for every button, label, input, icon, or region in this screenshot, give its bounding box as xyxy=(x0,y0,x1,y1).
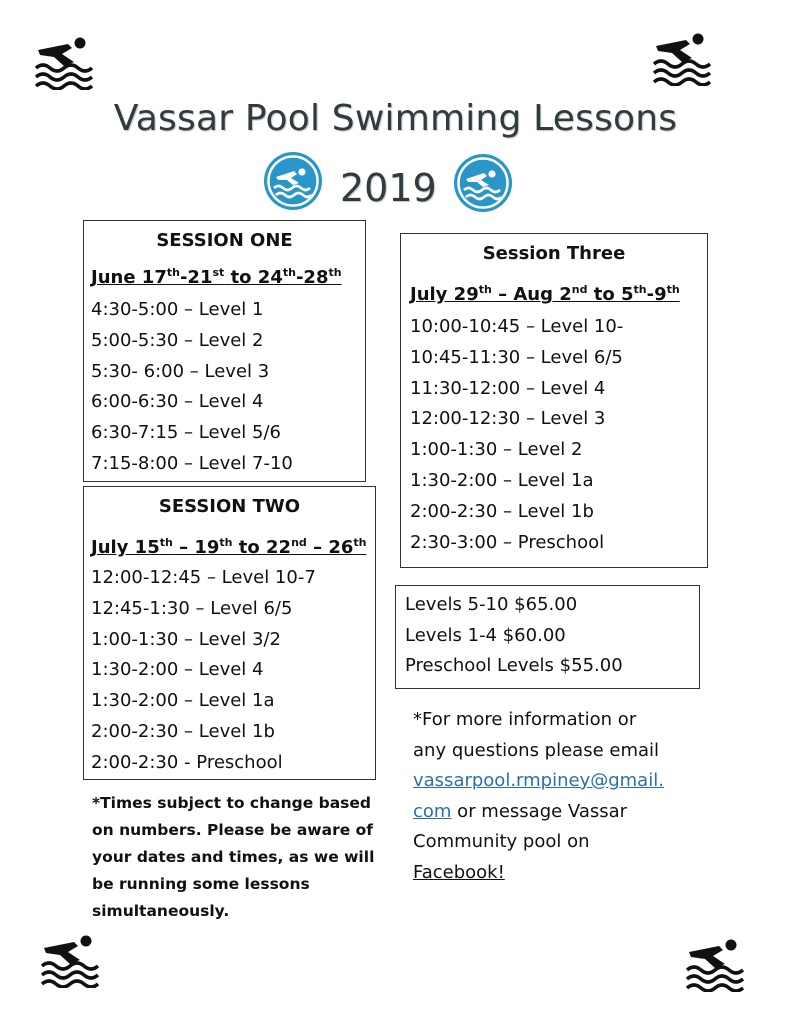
session-two-list xyxy=(91,563,316,779)
session-three-dates: July 29th – Aug 2nd to 5th-9th xyxy=(410,283,680,305)
session-one-list xyxy=(91,295,293,480)
session-three-list xyxy=(410,312,623,558)
list-item: 7:15-8:00 – Level 7-10 xyxy=(91,452,293,474)
list-item: 5:30- 6:00 – Level 3 xyxy=(91,360,270,382)
list-item: 1:30-2:00 – Level 1a xyxy=(91,690,275,712)
info-line: *For more information or xyxy=(413,709,637,730)
list-item: 1:30-2:00 – Level 1a xyxy=(410,469,594,491)
list-item: 2:30-3:00 – Preschool xyxy=(410,531,605,553)
schedule-note: *Times subject to change based on numbers. Please be aware of your dates and times, as we will be running some lessons simultaneously. xyxy=(92,794,375,920)
list-item: 4:30-5:00 – Level 1 xyxy=(91,299,264,320)
list-item: 2:00-2:30 – Level 1b xyxy=(410,500,594,522)
list-item: 1:30-2:00 – Level 4 xyxy=(91,659,264,681)
list-item: 12:00-12:45 – Level 10-7 xyxy=(91,567,316,588)
list-item: 11:30-12:00 – Level 4 xyxy=(410,377,606,399)
fees-list xyxy=(405,590,623,682)
swimmer-circle-icon xyxy=(452,152,514,214)
session-three-heading: Session Three xyxy=(482,243,626,264)
list-item: 10:45-11:30 – Level 6/5 xyxy=(410,346,623,368)
list-item: 1:00-1:30 – Level 2 xyxy=(410,439,583,461)
session-two-heading: SESSION TWO xyxy=(158,496,301,517)
swimmer-waves-icon xyxy=(685,938,745,992)
list-item: 6:30-7:15 – Level 5/6 xyxy=(91,422,281,444)
session-one-dates: June 17th-21st to 24th-28th xyxy=(91,266,342,288)
swimmer-circle-icon xyxy=(262,150,324,212)
list-item: 2:00-2:30 – Level 1b xyxy=(91,720,275,742)
fee-item: Levels 5-10 $65.00 xyxy=(405,594,578,615)
email-link-cont[interactable]: com xyxy=(413,800,452,822)
swimmer-waves-icon xyxy=(34,36,94,90)
session-two-dates: July 15th – 19th to 22nd – 26th xyxy=(91,536,367,558)
list-item: 2:00-2:30 - Preschool xyxy=(91,751,283,773)
list-item: 12:45-1:30 – Level 6/5 xyxy=(91,597,293,619)
contact-info xyxy=(413,705,713,888)
fee-item: Preschool Levels $55.00 xyxy=(405,655,623,676)
fee-item: Levels 1-4 $60.00 xyxy=(405,624,566,646)
list-item: 1:00-1:30 – Level 3/2 xyxy=(91,628,281,650)
facebook-link[interactable]: Facebook! xyxy=(413,861,505,883)
year: 2019 xyxy=(340,166,437,210)
list-item: 5:00-5:30 – Level 2 xyxy=(91,329,264,351)
info-line: Community pool on xyxy=(413,831,590,852)
swimmer-waves-icon xyxy=(40,934,100,988)
list-item: 6:00-6:30 – Level 4 xyxy=(91,391,264,413)
email-link[interactable]: vassarpool.rmpiney@gmail. xyxy=(413,770,664,791)
page-title: Vassar Pool Swimming Lessons xyxy=(113,98,678,139)
list-item: 10:00-10:45 – Level 10- xyxy=(410,316,624,337)
session-one-heading: SESSION ONE xyxy=(156,230,293,251)
swimmer-waves-icon xyxy=(652,32,712,86)
info-line: or message Vassar xyxy=(451,800,628,822)
info-line: any questions please email xyxy=(413,739,660,761)
list-item: 12:00-12:30 – Level 3 xyxy=(410,408,606,430)
